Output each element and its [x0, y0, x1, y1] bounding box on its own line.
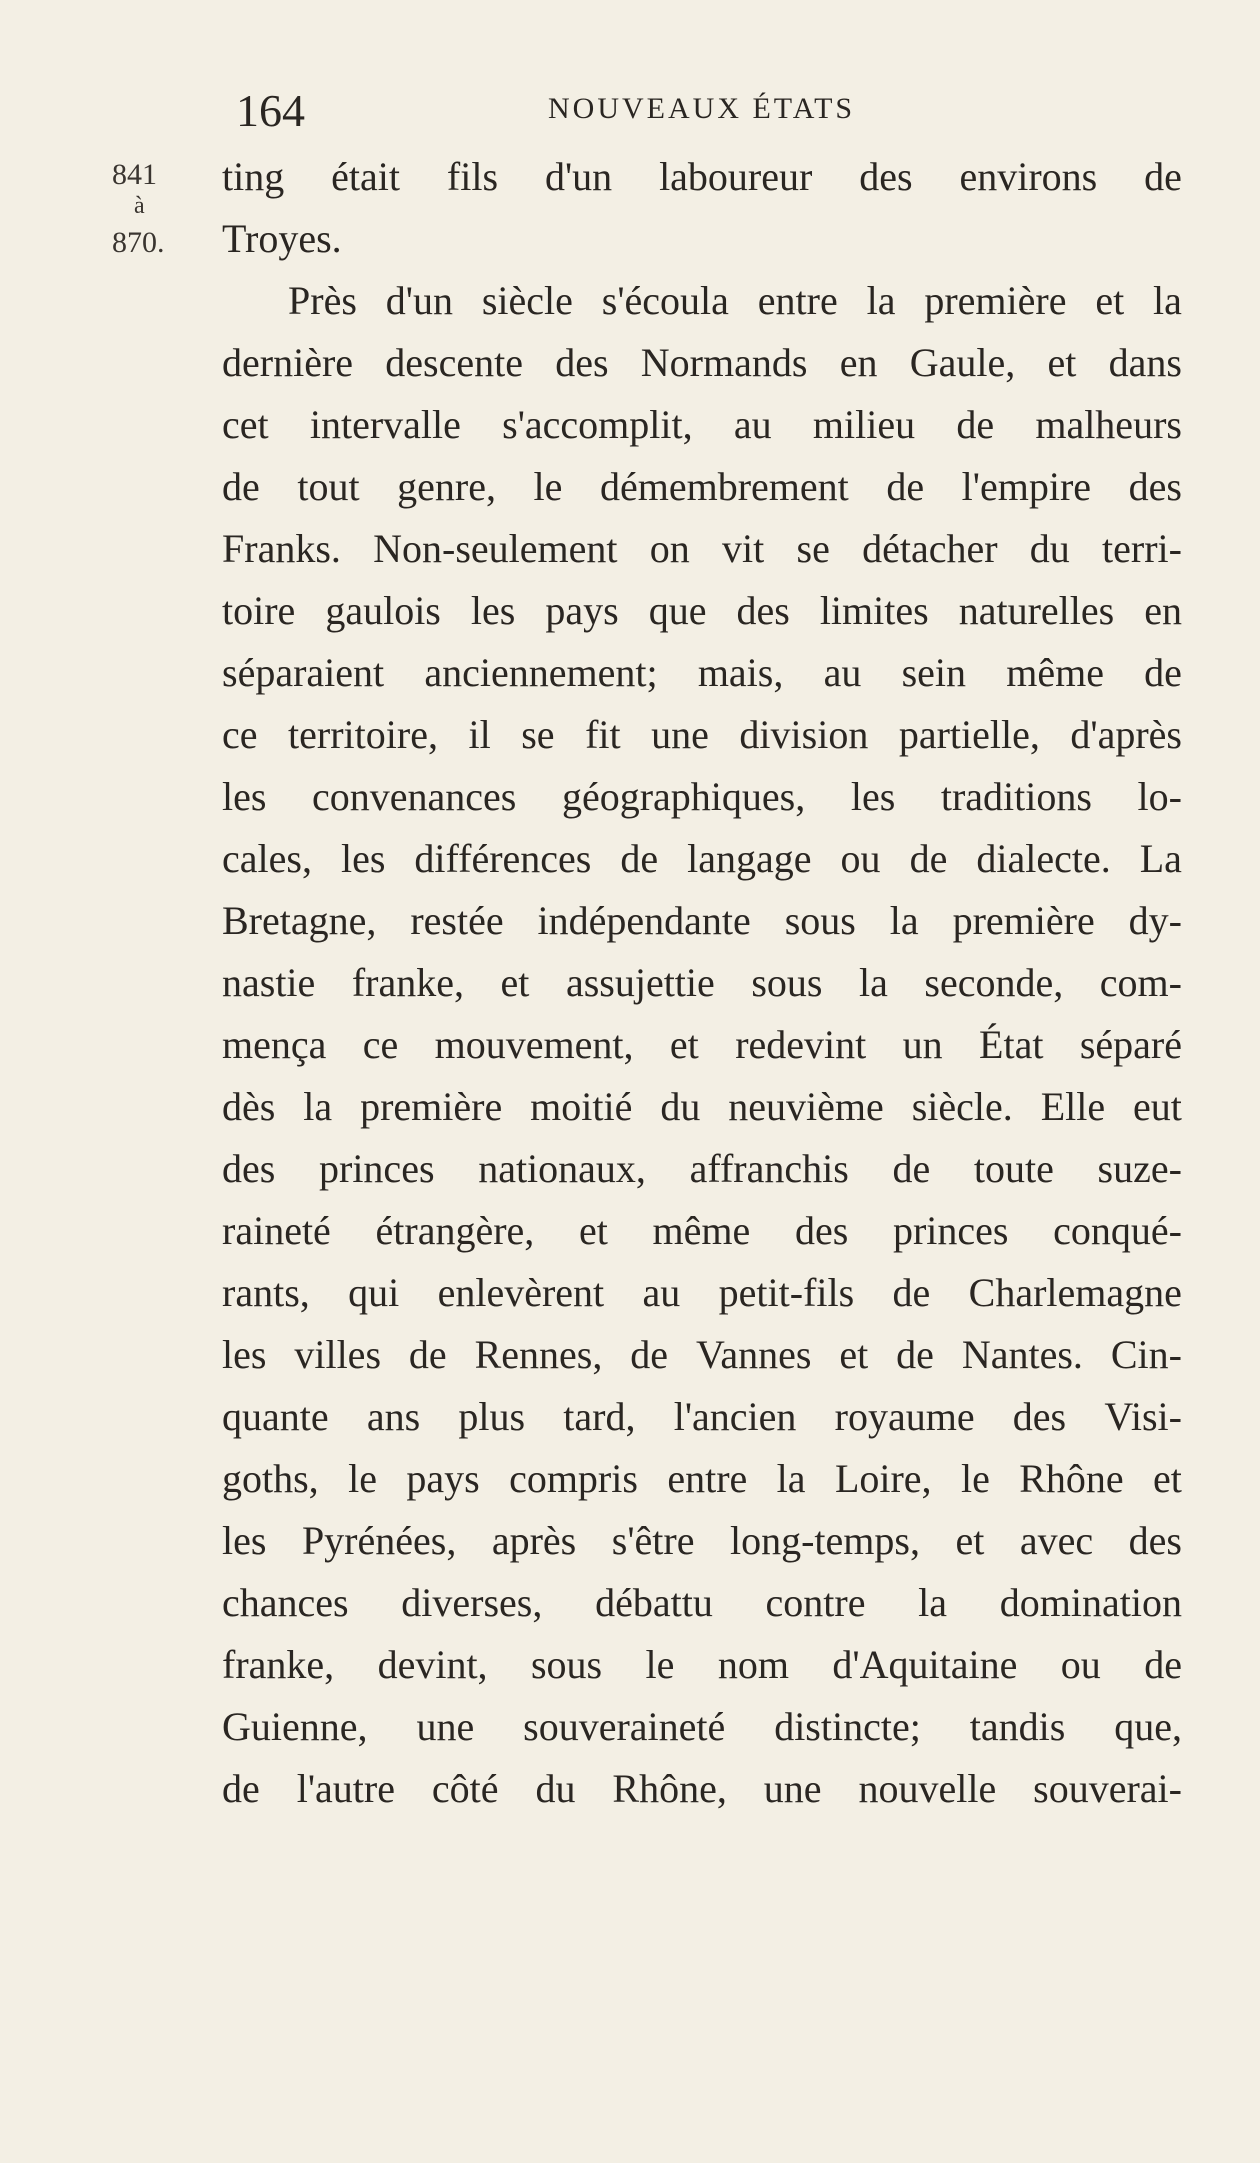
text-line: Troyes.: [222, 216, 342, 261]
text-line: raineté étrangère, et même des princes conqué-: [222, 1208, 1182, 1253]
text-line: dès la première moitié du neuvième siècle. Elle eut: [222, 1084, 1182, 1129]
text-line: dernière descente des Normands en Gaule, et dans: [222, 340, 1182, 385]
text-line: cales, les différences de langage ou de dialecte. La: [222, 836, 1182, 881]
margin-year-start: 841: [112, 158, 157, 191]
text-line: franke, devint, sous le nom d'Aquitaine ou de: [222, 1642, 1182, 1687]
text-line: cet intervalle s'accomplit, au milieu de malheurs: [222, 402, 1182, 447]
text-line: ting était fils d'un laboureur des environs de: [222, 154, 1182, 199]
text-line: des princes nationaux, affranchis de toute suze-: [222, 1146, 1182, 1191]
running-head: NOUVEAUX ÉTATS: [548, 92, 856, 125]
page-header: [0, 84, 1260, 134]
text-line: de l'autre côté du Rhône, une nouvelle souverai-: [222, 1766, 1182, 1811]
paragraph-start-line: Près d'un siècle s'écoula entre la première et la: [288, 278, 1182, 323]
text-line: Franks. Non-seulement on vit se détacher du terri-: [222, 526, 1182, 571]
text-line: chances diverses, débattu contre la domination: [222, 1580, 1182, 1625]
body-text: [222, 146, 1182, 1820]
margin-a: à: [134, 193, 145, 219]
text-line: goths, le pays compris entre la Loire, le Rhône et: [222, 1456, 1182, 1501]
text-line: Bretagne, restée indépendante sous la première dy-: [222, 898, 1182, 943]
text-line: toire gaulois les pays que des limites naturelles en: [222, 588, 1182, 633]
page-number: 164: [236, 85, 305, 136]
margin-date-note: [112, 160, 192, 262]
text-line: ce territoire, il se fit une division partielle, d'après: [222, 712, 1182, 757]
margin-year-end: 870.: [112, 226, 165, 259]
text-line: Guienne, une souveraineté distincte; tandis que,: [222, 1704, 1182, 1749]
text-line: nastie franke, et assujettie sous la seconde, com-: [222, 960, 1182, 1005]
text-line: de tout genre, le démembrement de l'empire des: [222, 464, 1182, 509]
text-line: rants, qui enlevèrent au petit-fils de Charlemagne: [222, 1270, 1182, 1315]
text-line: les Pyrénées, après s'être long-temps, et avec des: [222, 1518, 1182, 1563]
text-line: les convenances géographiques, les traditions lo-: [222, 774, 1182, 819]
text-line: séparaient anciennement; mais, au sein même de: [222, 650, 1182, 695]
text-line: les villes de Rennes, de Vannes et de Nantes. Cin-: [222, 1332, 1182, 1377]
text-line: mença ce mouvement, et redevint un État séparé: [222, 1022, 1182, 1067]
text-line: quante ans plus tard, l'ancien royaume des Visi-: [222, 1394, 1182, 1439]
